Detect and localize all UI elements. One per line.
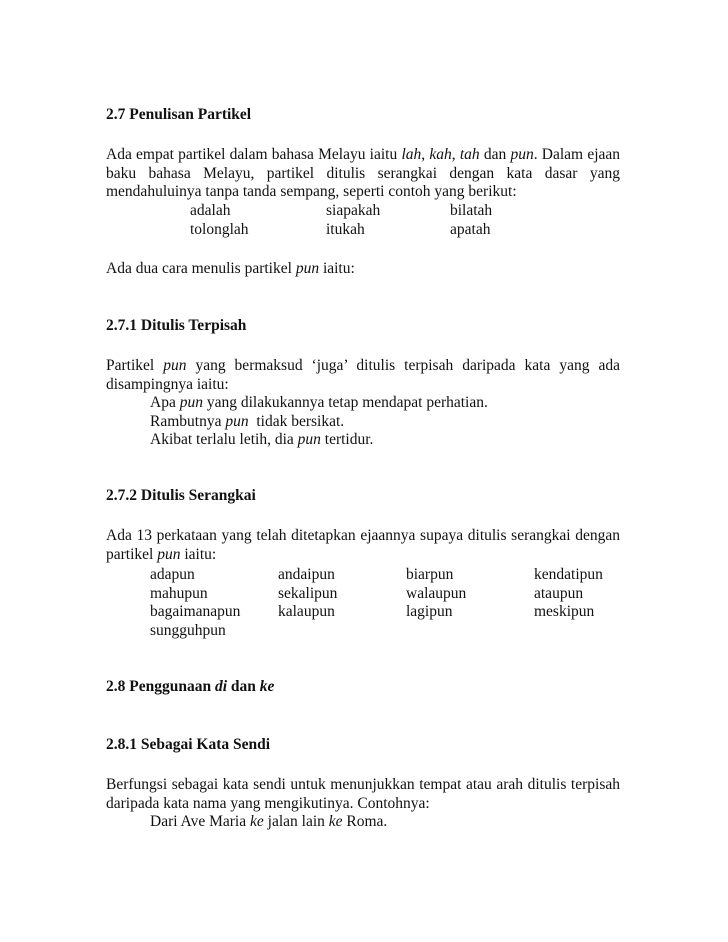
particle-lah: lah [401,146,422,163]
example-word: apatah [450,220,491,238]
word-row [150,603,670,622]
word-row [150,585,670,604]
word-cell: walaupun [406,584,467,602]
particle-pun: pun [510,146,534,163]
word-cell: adapun [150,566,195,583]
kata-sendi-example: Dari Ave Maria ke jalan lain ke Roma. [150,813,388,830]
word-cell: mahupun [150,584,208,602]
paragraph-particles-intro: Ada empat partikel dalam bahasa Melayu iaitu lah, kah, tah dan pun. Dalam ejaan baku bahasa Melayu, partikel ditulis serangkai dengan kata dasar yang mendahuluinya tanpa tanda sempang, seperti contoh yang berikut: [106,146,621,200]
heading-2-8: 2.8 Penggunaan di dan ke [106,678,275,695]
paragraph-two-ways: Ada dua cara menulis partikel pun iaitu: [106,260,355,277]
paragraph-serangkai: Ada 13 perkataan yang telah ditetapkan ejaannya supaya ditulis serangkai dengan partikel pun iaitu: [106,527,620,563]
heading-2-7-2: 2.7.2 Ditulis Serangkai [106,487,256,504]
example-word: siapakah [326,202,381,219]
example-sentence: Akibat terlalu letih, dia pun tertidur. [150,431,374,448]
word-cell: meskipun [534,603,595,620]
word-cell: ataupun [534,584,584,602]
example-word: adalah [190,202,231,219]
heading-2-7-1: 2.7.1 Ditulis Terpisah [106,317,247,334]
word-cell: bagaimanapun [150,603,241,620]
word-cell: biarpun [406,566,454,583]
serangkai-word-table [106,566,670,640]
particle-examples [190,202,610,239]
terpisah-examples [106,394,664,450]
example-word: itukah [326,220,365,238]
example-word: tolonglah [190,220,249,238]
word-cell: kendatipun [534,566,603,583]
heading-2-7: 2.7 Penulisan Partikel [106,106,252,123]
example-sentence: Apa pun yang dilakukannya tetap mendapat perhatian. [150,394,488,411]
word-cell: sekalipun [278,584,338,602]
example-row [190,221,610,240]
word-cell: andaipun [278,566,335,583]
example-row [190,202,610,221]
paragraph-terpisah: Partikel pun yang bermaksud ‘juga’ ditulis terpisah daripada kata yang ada disampingnya iaitu: [106,357,620,393]
example-word: bilatah [450,202,493,219]
word-cell: sungguhpun [150,621,226,639]
example-sentence: Rambutnya pun tidak bersikat. [150,412,345,430]
word-row [150,622,670,641]
heading-2-8-1: 2.8.1 Sebagai Kata Sendi [106,736,271,753]
paragraph-kata-sendi: Berfungsi sebagai kata sendi untuk menunjukkan tempat atau arah ditulis terpisah daripada kata nama yang mengikutinya. Contohnya: [106,776,620,812]
word-cell: lagipun [406,603,453,620]
word-row [150,566,670,585]
particle-kah: kah [429,146,452,163]
particle-tah: tah [459,146,480,163]
word-cell: kalaupun [278,603,335,620]
